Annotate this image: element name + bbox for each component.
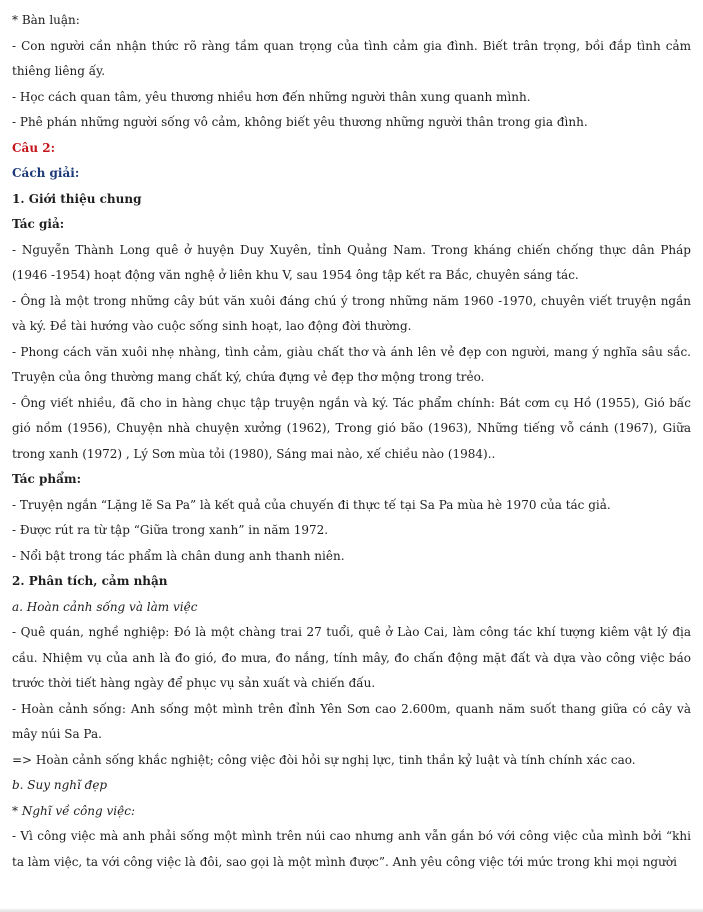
tac-pham-paragraph-3: - Nổi bật trong tác phẩm là chân dung anh thanh niên. xyxy=(12,548,345,563)
cau-2-heading: Câu 2: xyxy=(12,140,56,155)
subsection-a-paragraph-3: => Hoàn cảnh sống khắc nghiệt; công việc đòi hỏi sự nghị lực, tinh thần kỷ luật và tính chính xác cao. xyxy=(12,752,636,767)
tac-pham-paragraph-1: - Truyện ngắn “Lặng lẽ Sa Pa” là kết quả của chuyến đi thực tế tại Sa Pa mùa hè 1970 của tác giả. xyxy=(12,497,611,512)
tac-pham-paragraph-2: - Được rút ra từ tập “Giữa trong xanh” in năm 1972. xyxy=(12,523,329,537)
section-2-title: 2. Phân tích, cảm nhận xyxy=(12,574,168,588)
tac-gia-paragraph-1: - Nguyễn Thành Long quê ở huyện Duy Xuyên, tỉnh Quảng Nam. Trong kháng chiến chống thực dân Pháp (1946 -1954) hoạt động văn nghệ ở liên khu V, sau 1954 ông tập kết ra Bắc, chuyên sáng tác. xyxy=(12,242,691,282)
tac-gia-paragraph-2: - Ông là một trong những cây bút văn xuôi đáng chú ý trong những năm 1960 -1970, chuyên viết truyện ngắn và ký. Đề tài hướng vào cuộc sống sinh hoạt, lao động đời thường. xyxy=(12,293,691,333)
cach-giai-heading: Cách giải: xyxy=(12,166,80,180)
subsection-b-note: * Nghĩ về công việc: xyxy=(12,803,136,818)
tac-pham-heading: Tác phẩm: xyxy=(12,472,82,486)
ban-luan-paragraph-3: - Phê phán những người sống vô cảm, không biết yêu thương những người thân trong gia đình. xyxy=(12,115,588,129)
subsection-a-paragraph-1: - Quê quán, nghề nghiệp: Đó là một chàng trai 27 tuổi, quê ở Lào Cai, làm công tác khí tượng kiêm vật lý địa cầu. Nhiệm vụ của anh là đo gió, đo mưa, đo nắng, tính mây, đo chấn động mặt đất và dựa vào công việc báo trước thời tiết hàng ngày để phục vụ sản xuất và chiến đấu. xyxy=(12,625,691,690)
section-1-title: 1. Giới thiệu chung xyxy=(12,191,142,206)
subsection-b-title: b. Suy nghĩ đẹp xyxy=(12,778,108,792)
ban-luan-heading: * Bàn luận: xyxy=(12,13,80,27)
ban-luan-paragraph-1: - Con người cần nhận thức rõ ràng tầm quan trọng của tình cảm gia đình. Biết trân trọng, bồi đắp tình cảm thiêng liêng ấy. xyxy=(12,38,691,78)
subsection-b-paragraph-1: - Vì công việc mà anh phải sống một mình trên núi cao nhưng anh vẫn gắn bó với công việc của mình bởi “khi ta làm việc, ta với công việc là đôi, sao gọi là một mình được”. Anh yêu công việc tới mức trong khi mọi người xyxy=(12,829,691,869)
ban-luan-paragraph-2: - Học cách quan tâm, yêu thương nhiều hơn đến những người thân xung quanh mình. xyxy=(12,89,531,104)
subsection-a-paragraph-2: - Hoàn cảnh sống: Anh sống một mình trên đỉnh Yên Sơn cao 2.600m, quanh năm suốt thang giữa có cây và mây núi Sa Pa. xyxy=(12,701,691,741)
subsection-a-title: a. Hoàn cảnh sống và làm việc xyxy=(12,599,198,614)
tac-gia-heading: Tác giả: xyxy=(12,217,65,231)
tac-gia-paragraph-3: - Phong cách văn xuôi nhẹ nhàng, tình cảm, giàu chất thơ và ánh lên vẻ đẹp con người, mang ý nghĩa sâu sắc. Truyện của ông thường mang chất ký, chứa đựng vẻ đẹp thơ mộng trong trẻo. xyxy=(12,344,691,384)
tac-gia-paragraph-4: - Ông viết nhiều, đã cho in hàng chục tập truyện ngắn và ký. Tác phẩm chính: Bát cơm cụ Hồ (1955), Gió bấc gió nồm (1956), Chuyện nhà chuyện xưởng (1962), Trong gió bão (1963), Những tiếng vỗ cánh (1967), Giữa trong xanh (1972) , Lý Sơn mùa tỏi (1980), Sáng mai nào, xế chiều nào (1984).. xyxy=(12,395,691,461)
